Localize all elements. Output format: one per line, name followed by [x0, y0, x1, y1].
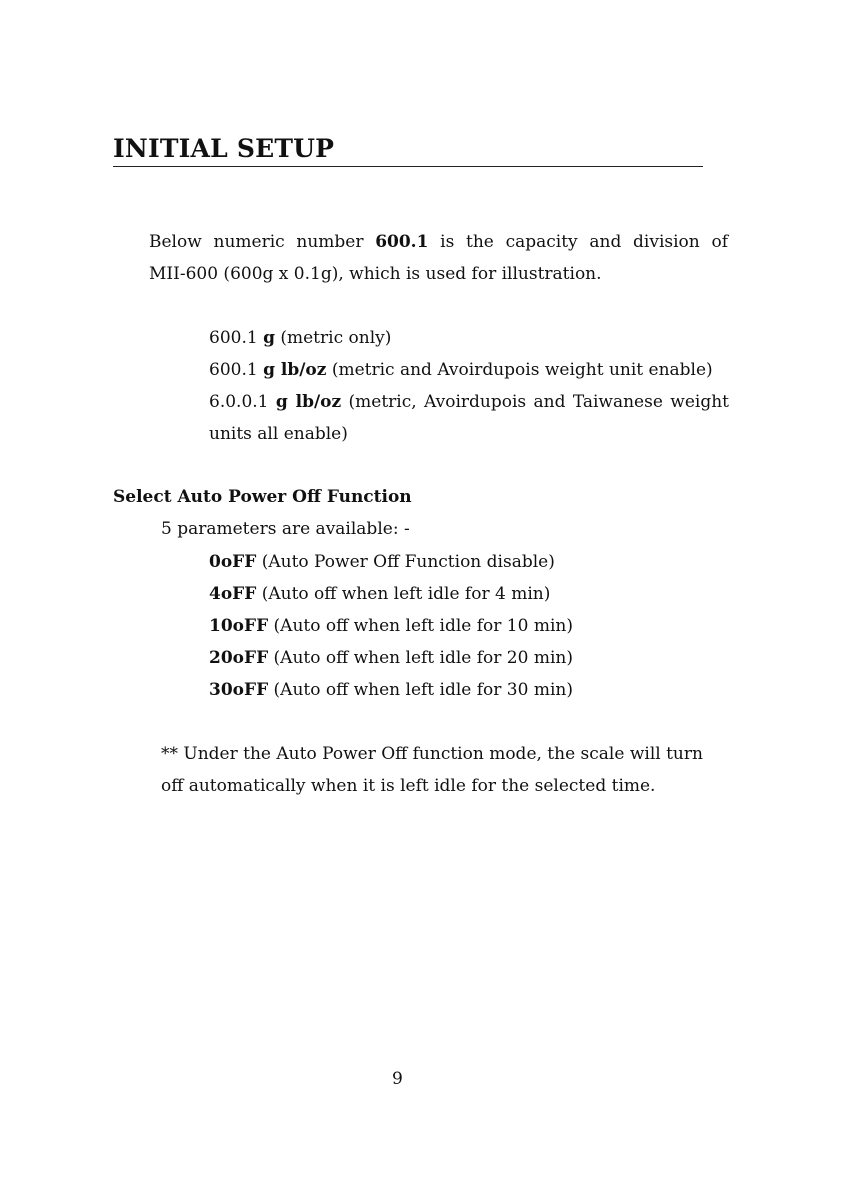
- example-item: [209, 354, 729, 386]
- parameter-desc: (Auto off when left idle for 20 min): [268, 648, 573, 668]
- example-desc: (metric and Avoirdupois weight unit enable): [326, 360, 713, 380]
- display-example-list: [209, 322, 729, 450]
- example-item: [209, 322, 729, 354]
- example-value: 600.1: [209, 360, 264, 380]
- parameter-desc: (Auto Power Off Function disable): [256, 552, 555, 572]
- parameters-intro: 5 parameters are available: -: [161, 519, 410, 539]
- parameter-desc: (Auto off when left idle for 30 min): [268, 680, 573, 700]
- example-unit: g lb/oz: [263, 360, 327, 380]
- parameter-item: [209, 610, 573, 642]
- parameter-item: [209, 546, 573, 578]
- note-line-1: ** Under the Auto Power Off function mode, the scale will turn: [161, 744, 703, 764]
- section-heading-auto-power-off: Select Auto Power Off Function: [113, 487, 412, 507]
- example-value: 600.1: [209, 328, 264, 348]
- parameter-item: [209, 674, 573, 706]
- example-unit: g: [263, 328, 275, 348]
- page-number: 9: [392, 1069, 403, 1089]
- example-item: [209, 386, 729, 418]
- parameter-desc: (Auto off when left idle for 4 min): [256, 584, 551, 604]
- parameter-code: 10oFF: [209, 616, 269, 636]
- intro-text-a: Below numeric number: [149, 232, 376, 252]
- intro-paragraph: [149, 226, 728, 290]
- parameter-code: 30oFF: [209, 680, 269, 700]
- example-value: 6.0.0.1: [209, 392, 276, 412]
- example-desc: (metric, Avoirdupois and Taiwanese weight: [341, 392, 729, 412]
- parameter-code: 4oFF: [209, 584, 257, 604]
- intro-line-1: [149, 226, 728, 258]
- parameter-desc: (Auto off when left idle for 10 min): [268, 616, 573, 636]
- note-paragraph: [161, 738, 731, 802]
- intro-text-b: is the capacity and division of: [428, 232, 728, 252]
- note-line-2: off automatically when it is left idle for the selected time.: [161, 776, 656, 796]
- intro-line-2: MII-600 (600g x 0.1g), which is used for illustration.: [149, 264, 602, 284]
- capacity-value: 600.1: [375, 232, 429, 252]
- title-underline: [113, 166, 703, 167]
- parameter-item: [209, 578, 573, 610]
- example-unit: g lb/oz: [275, 392, 342, 412]
- parameter-item: [209, 642, 573, 674]
- parameter-code: 0oFF: [209, 552, 257, 572]
- example-desc: (metric only): [274, 328, 392, 348]
- parameter-code: 20oFF: [209, 648, 269, 668]
- page-title: INITIAL SETUP: [113, 134, 335, 163]
- parameter-list: [209, 546, 573, 706]
- example-item-continued: units all enable): [209, 424, 348, 444]
